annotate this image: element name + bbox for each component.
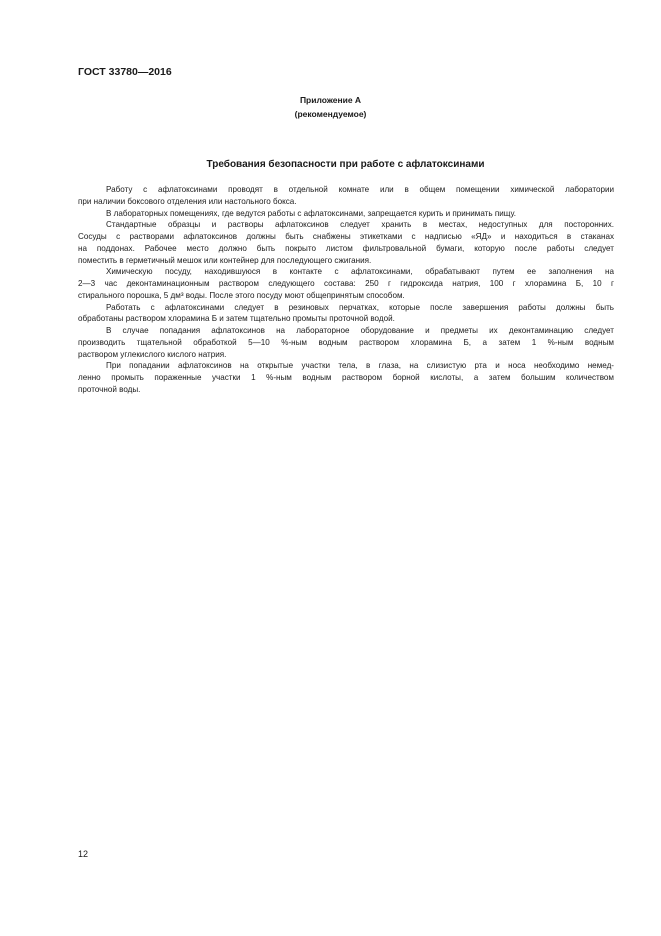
text-line: Стандартные образцы и растворы афлатоксинов следует хранить в местах, недоступных для посторонних. — [106, 220, 614, 230]
document-header: ГОСТ 33780—2016 — [78, 66, 172, 78]
text-line: Химическую посуду, находившуюся в контакте с афлатоксинами, обрабатывают путем ее заполнения на — [106, 267, 614, 277]
text-line: при наличии боксового отделения или настольного бокса. — [78, 196, 297, 206]
text-line: В случае попадания афлатоксинов на лабораторное оборудование и предметы их деконтаминацию следует — [106, 326, 614, 335]
paragraph — [78, 360, 614, 395]
text-line: 2—3 час деконтаминационным раствором следующего состава: 250 г гидроксида натрия, 100 г хлорамина Б, 10 г — [78, 279, 614, 288]
paragraph — [78, 219, 614, 266]
text-line: поместить в герметичный мешок или контейнер для последующего сжигания. — [78, 255, 372, 265]
text-line: раствором углекислого кислого натрия. — [78, 349, 227, 359]
text-line: проточной воды. — [78, 384, 141, 394]
section-title: Требования безопасности при работе с афлатоксинами — [206, 159, 485, 170]
paragraph — [78, 184, 614, 208]
text-line: производить тщательной обработкой 5—10 %-ным водным раствором хлорамина Б, а затем 1 %-ным водным — [78, 337, 614, 347]
paragraph — [78, 266, 614, 301]
paragraph — [78, 208, 614, 220]
appendix-title: Приложение А — [299, 95, 362, 105]
text-line: обработаны раствором хлорамина Б и затем тщательно промыты проточной водой. — [78, 314, 395, 324]
paragraph — [78, 302, 614, 326]
page-number: 12 — [78, 849, 89, 859]
text-line: стирального порошка, 5 дм³ воды. После этого посуду моют общепринятым способом. — [78, 290, 405, 300]
text-line: Сосуды с растворами афлатоксинов должны быть снабжены этикетками с надписью «ЯД» и находиться в стаканах — [78, 232, 614, 241]
text-line: Работу с афлатоксинами проводят в отдельной комнате или в общем помещении химической лаборатории — [106, 185, 614, 194]
paragraph — [78, 325, 614, 360]
text-line: на поддонах. Рабочее место должно быть покрыто листом фильтровальной бумаги, которую после работы следует — [78, 243, 614, 253]
text-line: При попадании афлатоксинов на открытые участки тела, в глаза, на слизистую рта и носа необходимо немед- — [106, 361, 614, 371]
text-line: В лабораторных помещениях, где ведутся работы с афлатоксинами, запрещается курить и принимать пищу. — [106, 208, 516, 218]
text-line: Работать с афлатоксинами следует в резиновых перчатках, которые после завершения работы должны быть — [106, 302, 614, 312]
document-body — [78, 184, 614, 396]
text-line: ленно промыть пораженные участки 1 %-ным водным раствором борной кислоты, а затем большим количеством — [78, 373, 614, 382]
appendix-subtitle: (рекомендуемое) — [294, 109, 367, 119]
